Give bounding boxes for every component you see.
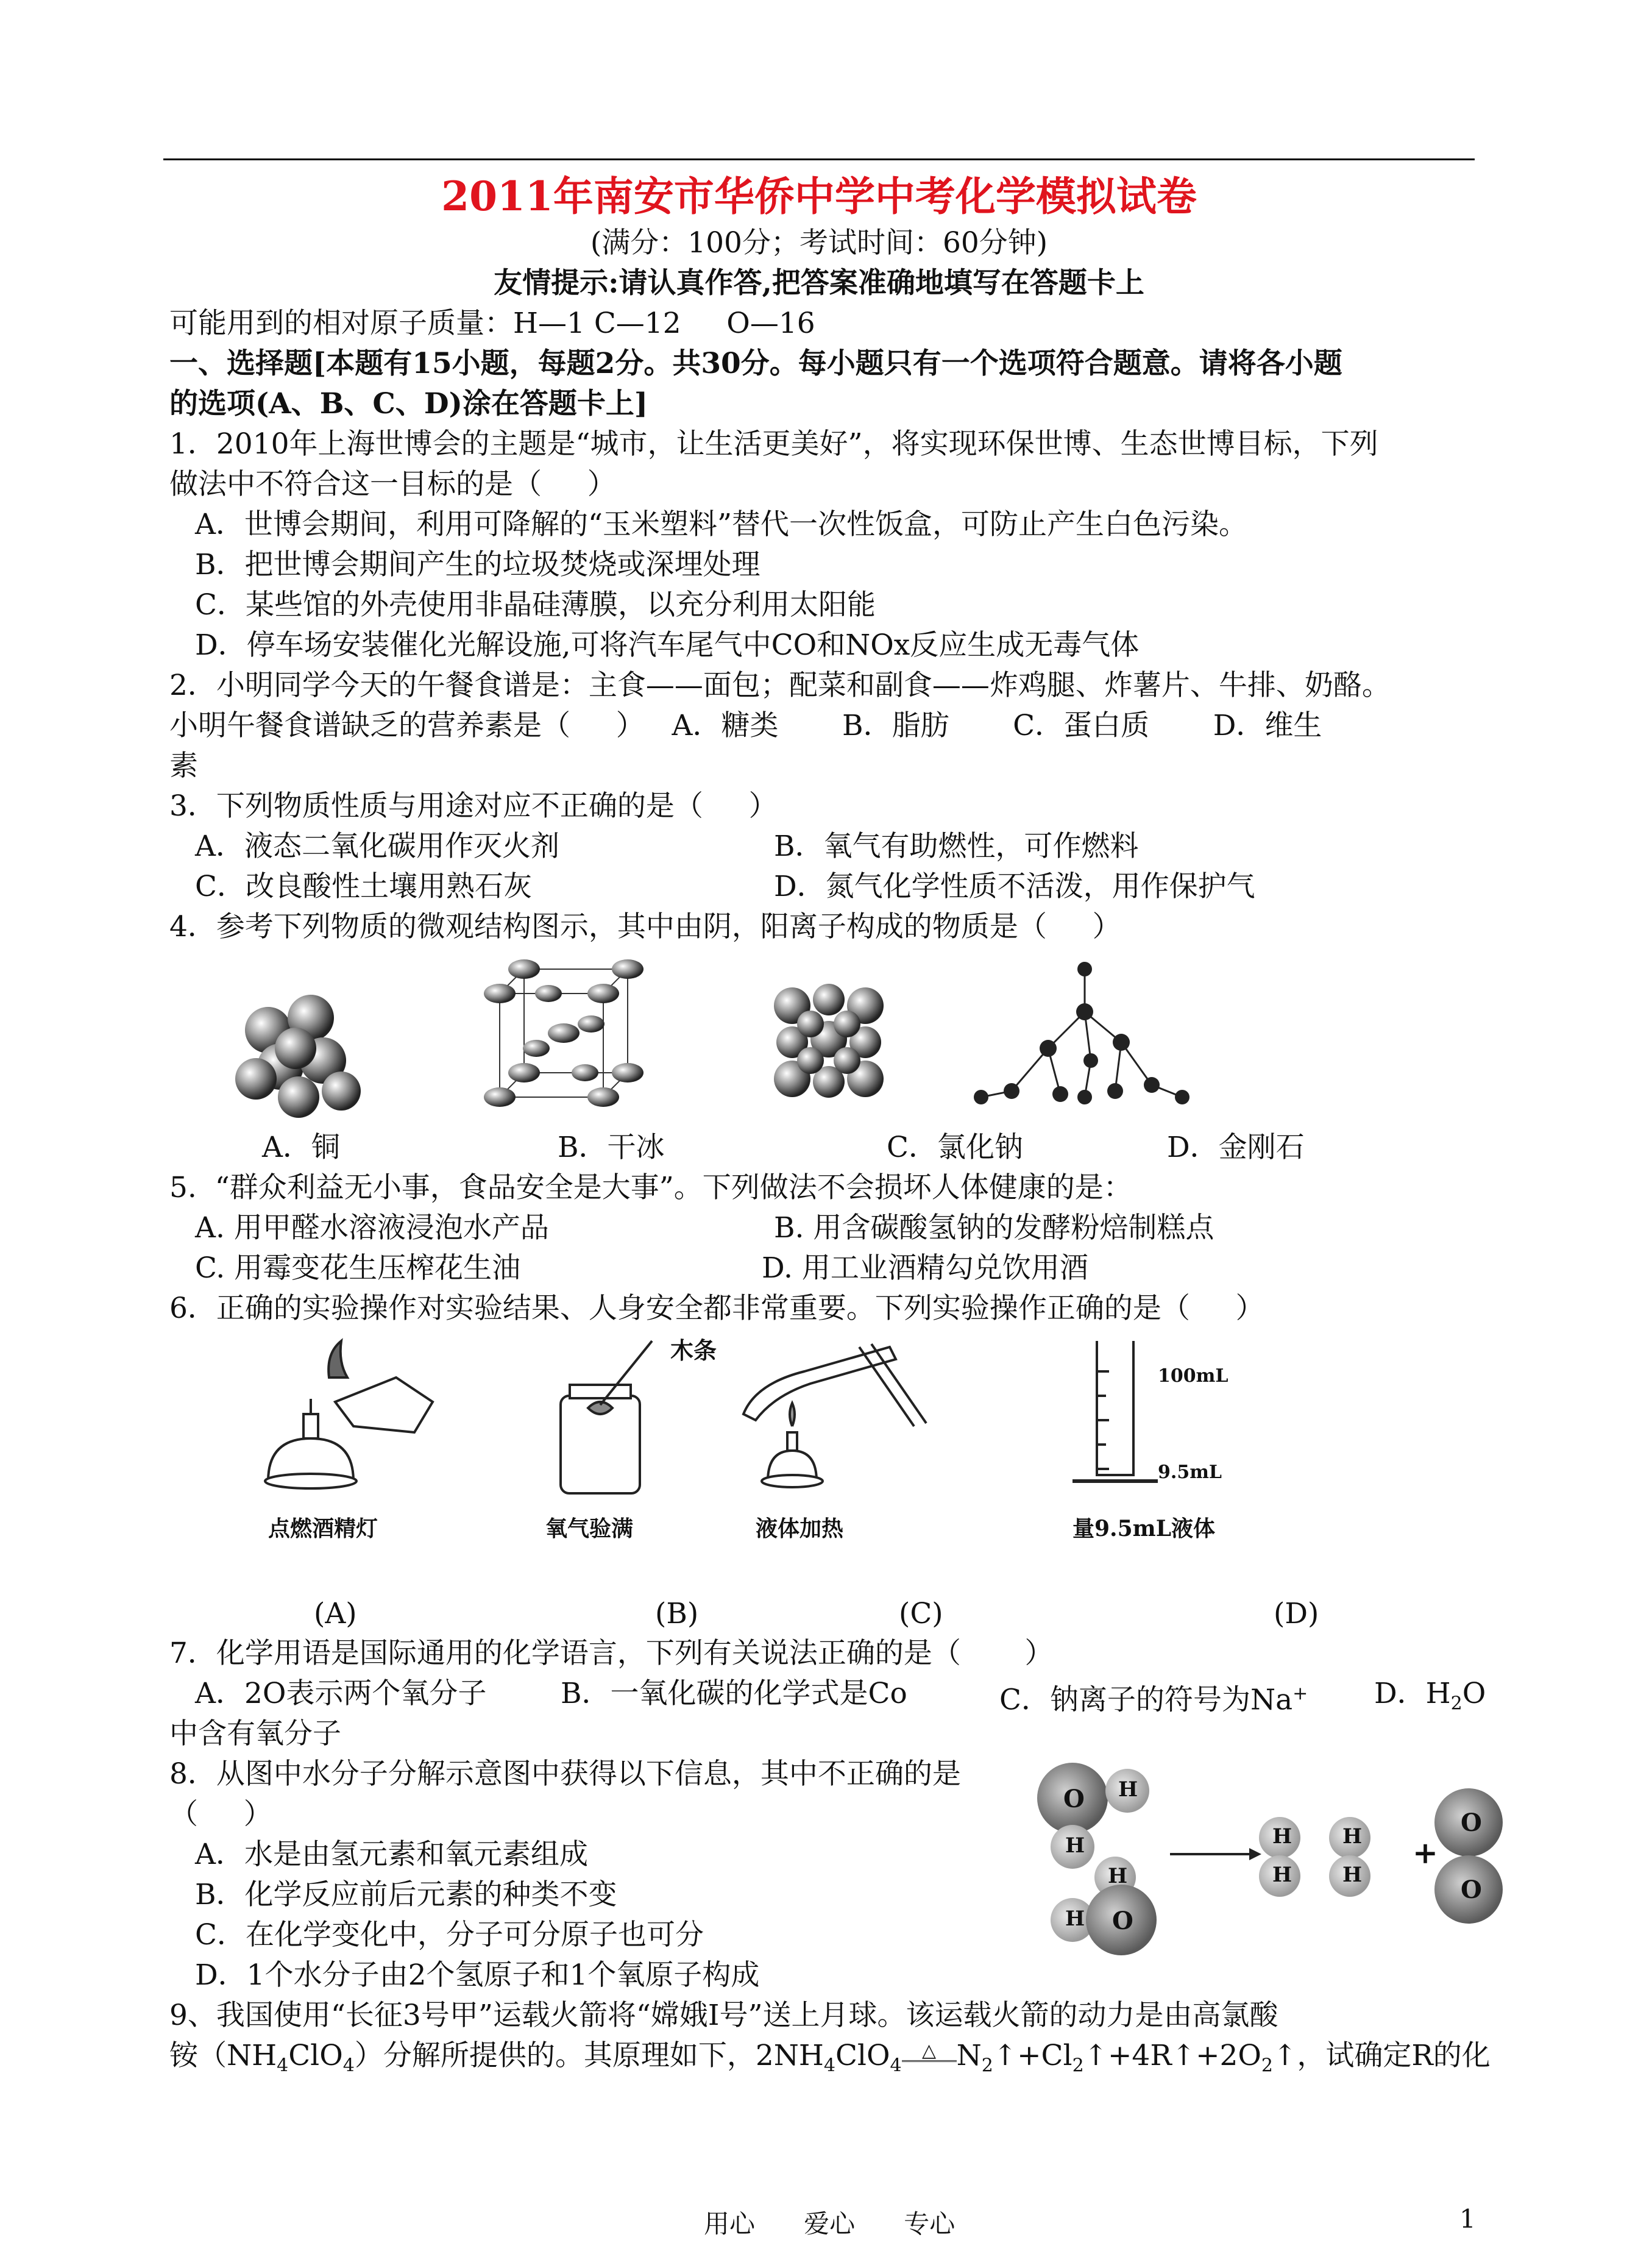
- q6-stem: 6．正确的实验操作对实验结果、人身安全都非常重要。下列实验操作正确的是（ ）: [169, 1292, 1264, 1325]
- footer-motto: 用心 爱心 专心: [704, 2209, 956, 2239]
- q3-option-d: D．氮气化学性质不活泼，用作保护气: [774, 870, 1255, 903]
- label-100ml: 100mL: [1158, 1365, 1228, 1387]
- q1-option-c: C．某些馆的外壳使用非晶硅薄膜，以充分利用太阳能: [195, 588, 876, 622]
- page-number: 1: [1459, 2204, 1476, 2234]
- q3-option-b: B．氧气有助燃性，可作燃料: [774, 830, 1139, 863]
- q3-stem: 3．下列物质性质与用途对应不正确的是（ ）: [169, 789, 778, 823]
- q8-option-d: D．1个水分子由2个氢原子和1个氧原子构成: [195, 1958, 760, 1992]
- q8-option-a: A．水是由氢元素和氧元素组成: [195, 1838, 588, 1871]
- atom-o-label-2: O: [1112, 1907, 1133, 1935]
- q1-stem-line2: 做法中不符合这一目标的是（ ）: [169, 467, 616, 501]
- atom-o-label-1: O: [1063, 1785, 1085, 1813]
- reaction-delta-sign: △: [902, 2042, 957, 2062]
- q1-stem-line1: 1．2010年上海世博会的主题是“城市，让生活更美好”，将实现环保世博、生态世博目标，下列: [169, 427, 1378, 461]
- q6-option-d: (D): [1274, 1597, 1319, 1630]
- lab-operations-figure: [256, 1335, 1292, 1505]
- q5-option-d: D. 用工业酒精勾兑饮用酒: [762, 1251, 1088, 1285]
- test-tube-heating-image: [743, 1344, 926, 1487]
- caption-measure-liquid: 量9.5mL液体: [1072, 1516, 1216, 1541]
- q3-option-c: C．改良酸性土壤用熟石灰: [195, 870, 532, 903]
- top-rule: [163, 158, 1475, 160]
- q2-stem-line3: 素: [169, 749, 198, 783]
- q5-option-a: A. 用甲醛水溶液浸泡水产品: [195, 1211, 549, 1245]
- q7-stem: 7．化学用语是国际通用的化学语言，下列有关说法正确的是（ ）: [169, 1637, 1054, 1670]
- atom-h-label-5: H: [1272, 1824, 1292, 1849]
- q8-paren: （ ）: [169, 1797, 272, 1831]
- atom-h-label-1: H: [1118, 1777, 1138, 1802]
- q8-stem: 8．从图中水分子分解示意图中获得以下信息，其中不正确的是: [169, 1757, 961, 1791]
- plus-sign: +: [1413, 1835, 1438, 1871]
- q5-stem: 5. “群众利益无小事，食品安全是大事”。下列做法不会损坏人体健康的是：: [169, 1171, 1132, 1204]
- q7-stem-line2: 中含有氧分子: [169, 1717, 341, 1751]
- label-wood-stick: 木条: [670, 1337, 717, 1364]
- q9-stem-line1: 9、我国使用“长征3号甲”运载火箭将“嫦娥Ⅰ号”送上月球。该运载火箭的动力是由高氯酸: [169, 1999, 1278, 2032]
- q7-option-c: C．钠离子的符号为Na+: [999, 1683, 1308, 1717]
- copper-structure-image: [235, 995, 361, 1118]
- alcohol-lamp-image: [265, 1341, 433, 1488]
- q4-option-a: A．铜: [262, 1131, 340, 1164]
- caption-liquid-heating: 液体加热: [756, 1516, 844, 1541]
- graduated-cylinder-image: [1072, 1341, 1158, 1481]
- q1-option-d: D．停车场安装催化光解设施,可将汽车尾气中CO和NOx反应生成无毒气体: [195, 628, 1140, 662]
- q6-option-b: (B): [655, 1597, 699, 1630]
- q9-stem-line2: 铵$(NH_4ClO_4)$分解所提供的。其原理如下，$2NH_4ClO_4\triangle$ $N_2↑+Cl_2↑+4R↑+2O_2↑$，试确定R的化: [169, 2039, 1491, 2077]
- q4-option-b: B．干冰: [558, 1131, 665, 1164]
- page-title: 2011年南安市华侨中学中考化学模拟试卷: [441, 172, 1197, 220]
- q5-option-c: C. 用霉变花生压榨花生油: [195, 1251, 521, 1285]
- q4-stem: 4．参考下列物质的微观结构图示，其中由阴，阳离子构成的物质是（ ）: [169, 910, 1121, 944]
- q6-option-a: (A): [314, 1597, 357, 1630]
- q6-option-c: (C): [899, 1597, 943, 1630]
- q4-option-c: C．氯化钠: [887, 1131, 1023, 1164]
- q3-option-a: A．液态二氧化碳用作灭火剂: [195, 830, 559, 863]
- section-heading-line2: 的选项(A、B、C、D)涂在答题卡上]: [169, 387, 648, 421]
- friendly-tip: 友情提示:请认真作答,把答案准确地填写在答题卡上: [494, 266, 1144, 300]
- atom-h-label-3: H: [1108, 1864, 1128, 1888]
- atom-o-label-4: O: [1461, 1875, 1482, 1904]
- nacl-structure-image: [774, 984, 884, 1098]
- label-9-5ml: 9.5mL: [1158, 1462, 1222, 1483]
- q7-option-b: B．一氧化碳的化学式是Co: [561, 1677, 907, 1710]
- q8-option-c: C．在化学变化中，分子可分原子也可分: [195, 1918, 704, 1952]
- q5-option-b: B. 用含碳酸氢钠的发酵粉焙制糕点: [774, 1211, 1214, 1245]
- q7-option-d: D．$H_2O$: [1374, 1677, 1486, 1715]
- atom-h-label-6: H: [1272, 1863, 1292, 1887]
- atom-h-label-2: H: [1065, 1833, 1085, 1858]
- atomic-mass-line: 可能用到的相对原子质量：H—1 C—12 O—16: [169, 307, 815, 340]
- q4-option-d: D．金刚石: [1167, 1131, 1305, 1164]
- atom-h-label-8: H: [1342, 1863, 1363, 1887]
- caption-light-lamp: 点燃酒精灯: [268, 1516, 378, 1541]
- q1-option-b: B．把世博会期间产生的垃圾焚烧或深埋处理: [195, 548, 760, 581]
- q7-option-a: A．2O表示两个氧分子: [195, 1677, 487, 1710]
- atom-o-label-3: O: [1461, 1808, 1482, 1837]
- q2-stem-line1: 2．小明同学今天的午餐食谱是：主食——面包；配菜和副食——炸鸡腿、炸薯片、牛排、奶酪。: [169, 669, 1391, 702]
- section-heading-line1: 一、选择题[本题有15小题，每题2分。共30分。每小题只有一个选项符合题意。请将各小题: [169, 347, 1342, 380]
- exam-subtitle: (满分：100分；考试时间：60分钟): [590, 226, 1048, 260]
- q2-stem-line2: 小明午餐食谱缺乏的营养素是（ ） A．糖类 B．脂肪 C．蛋白质 D．维生: [169, 709, 1322, 742]
- q1-option-a: A．世博会期间，利用可降解的“玉米塑料”替代一次性饭盒，可防止产生白色污染。: [195, 508, 1247, 541]
- gas-jar-image: [561, 1341, 652, 1493]
- caption-oxygen-test: 氧气验满: [545, 1516, 634, 1541]
- diamond-structure-image: [974, 962, 1190, 1104]
- crystal-structures-figure: [219, 957, 1231, 1134]
- q8-option-b: B．化学反应前后元素的种类不变: [195, 1878, 617, 1911]
- atom-h-label-7: H: [1342, 1824, 1363, 1849]
- atom-h-label-4: H: [1065, 1907, 1085, 1931]
- dry-ice-structure-image: [484, 959, 644, 1107]
